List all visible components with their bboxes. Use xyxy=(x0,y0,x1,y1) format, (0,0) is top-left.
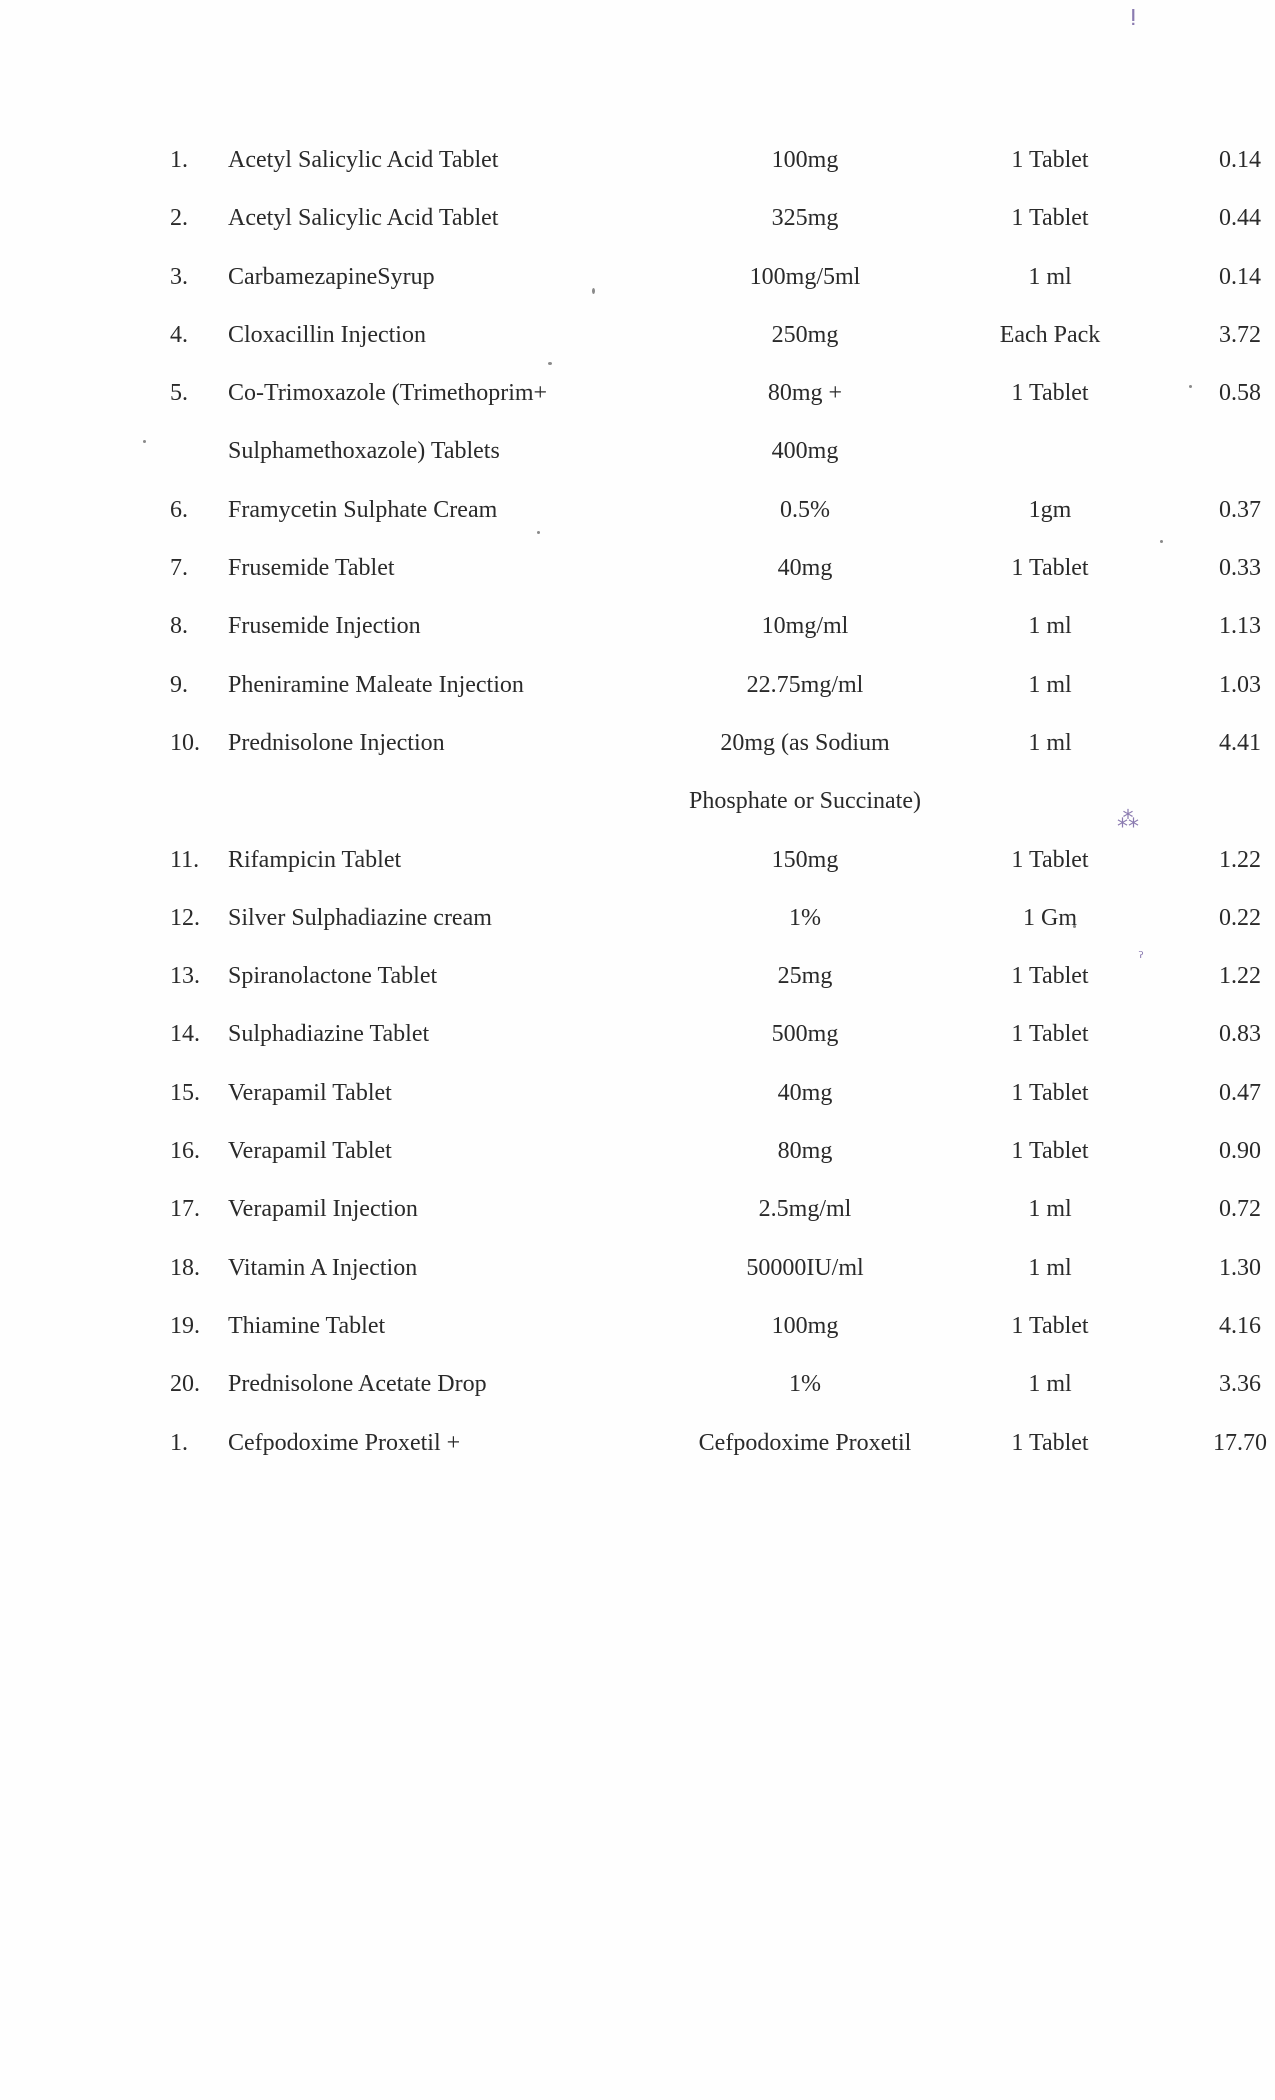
unit-price: 1.13 xyxy=(1219,613,1261,640)
unit-price: 1.22 xyxy=(1219,846,1261,873)
table-row xyxy=(170,1428,1267,1486)
pack-unit: 1 Tablet xyxy=(1011,555,1089,582)
drug-strength: Cefpodoxime Proxetil xyxy=(698,1429,912,1456)
drug-strength: 150mg xyxy=(771,846,839,873)
drug-name: Sulphamethoxazole) Tablets xyxy=(228,438,500,465)
table-row xyxy=(170,1311,1261,1369)
drug-name: Silver Sulphadiazine cream xyxy=(228,904,492,931)
ink-mark: ˀ xyxy=(1138,948,1144,967)
row-number: 16. xyxy=(170,1138,200,1165)
table-row xyxy=(170,1194,1261,1252)
drug-name: Prednisolone Acetate Drop xyxy=(228,1371,487,1398)
pack-unit: 1 Tablet xyxy=(1011,380,1089,407)
row-number: 4. xyxy=(170,321,188,348)
drug-strength: 500mg xyxy=(771,1021,839,1048)
row-number: 2. xyxy=(170,205,188,232)
scan-speck xyxy=(1160,540,1163,543)
table-row xyxy=(170,320,1261,378)
drug-name: Verapamil Tablet xyxy=(228,1079,392,1106)
table-row xyxy=(170,1253,1261,1311)
unit-price: 0.72 xyxy=(1219,1196,1261,1223)
unit-price: 1.03 xyxy=(1219,671,1261,698)
pack-unit: 1 Tablet xyxy=(1011,1312,1089,1339)
row-number: 17. xyxy=(170,1196,200,1223)
row-number: 6. xyxy=(170,496,188,523)
unit-price: 0.83 xyxy=(1219,1021,1261,1048)
unit-price: 0.14 xyxy=(1219,147,1261,173)
table-row xyxy=(170,1078,1261,1136)
drug-strength: 250mg xyxy=(771,321,839,348)
drug-name: Verapamil Injection xyxy=(228,1196,418,1223)
pack-unit: 1 Tablet xyxy=(1011,1429,1089,1456)
drug-name: Sulphadiazine Tablet xyxy=(228,1021,430,1048)
table-row xyxy=(170,436,1150,494)
pack-unit: 1 Tablet xyxy=(1011,1021,1089,1048)
drug-strength: 2.5mg/ml xyxy=(758,1196,852,1223)
drug-name: Framycetin Sulphate Cream xyxy=(228,496,498,523)
unit-price: 0.44 xyxy=(1219,205,1261,232)
drug-strength: 10mg/ml xyxy=(761,613,849,640)
row-number: 9. xyxy=(170,671,188,698)
drug-name: Pheniramine Maleate Injection xyxy=(228,671,524,698)
drug-strength: 100mg xyxy=(771,1312,839,1339)
drug-name: Frusemide Injection xyxy=(228,613,421,640)
table-row xyxy=(170,203,1261,261)
pack-unit: 1 ml xyxy=(1028,671,1072,698)
drug-strength: 100mg xyxy=(771,147,839,173)
unit-price: 4.16 xyxy=(1219,1312,1261,1339)
unit-price: 0.14 xyxy=(1219,263,1261,290)
pack-unit: 1 Tablet xyxy=(1011,147,1089,173)
table-row xyxy=(170,495,1261,553)
ink-mark: ⵑ xyxy=(1130,6,1137,31)
pack-unit: Each Pack xyxy=(999,321,1101,348)
unit-price: 4.41 xyxy=(1219,729,1261,756)
pack-unit: 1 ml xyxy=(1028,1196,1072,1223)
drug-strength: 40mg xyxy=(777,1079,833,1106)
unit-price: 0.90 xyxy=(1219,1138,1261,1165)
drug-strength: 20mg (as Sodium xyxy=(720,729,890,756)
unit-price: 3.72 xyxy=(1219,321,1261,348)
table-row xyxy=(170,1369,1261,1427)
drug-strength: 1% xyxy=(789,1371,821,1398)
drug-name: Verapamil Tablet xyxy=(228,1138,392,1165)
drug-strength: 100mg/5ml xyxy=(749,263,861,290)
pack-unit: 1 Tablet xyxy=(1011,1079,1089,1106)
drug-strength: 80mg + xyxy=(767,380,843,407)
row-number: 1. xyxy=(170,147,188,173)
drug-strength: Phosphate or Succinate) xyxy=(689,788,921,815)
unit-price: 0.33 xyxy=(1219,555,1261,582)
drug-strength: 80mg xyxy=(777,1138,833,1165)
ink-mark: ⁂ xyxy=(1117,808,1139,833)
drug-name: Acetyl Salicylic Acid Tablet xyxy=(228,205,499,232)
row-number: 20. xyxy=(170,1371,200,1398)
drug-name: Vitamin A Injection xyxy=(228,1254,418,1281)
row-number: 5. xyxy=(170,380,188,407)
pack-unit: 1 ml xyxy=(1028,729,1072,756)
drug-strength: 0.5% xyxy=(780,496,830,523)
table-row xyxy=(170,1136,1261,1194)
table-row xyxy=(170,903,1261,961)
row-number: 15. xyxy=(170,1079,200,1106)
row-number: 19. xyxy=(170,1312,200,1339)
drug-name: Frusemide Tablet xyxy=(228,555,395,582)
unit-price: 3.36 xyxy=(1219,1371,1261,1398)
pack-unit: 1 Tablet xyxy=(1011,205,1089,232)
row-number: 7. xyxy=(170,555,188,582)
row-number: 1. xyxy=(170,1429,188,1456)
unit-price: 0.22 xyxy=(1219,904,1261,931)
table-row xyxy=(170,1019,1261,1077)
pack-unit: 1 Gm xyxy=(1023,904,1077,931)
drug-name: Rifampicin Tablet xyxy=(228,846,402,873)
drug-price-table xyxy=(170,145,1267,1486)
pack-unit: 1 Tablet xyxy=(1011,846,1089,873)
pack-unit: 1 Tablet xyxy=(1011,1138,1089,1165)
drug-name: Spiranolactone Tablet xyxy=(228,963,438,990)
drug-name: Cloxacillin Injection xyxy=(228,321,426,348)
drug-strength: 22.75mg/ml xyxy=(746,671,864,698)
table-row xyxy=(170,611,1261,669)
unit-price: 0.47 xyxy=(1219,1079,1261,1106)
drug-strength: 50000IU/ml xyxy=(746,1254,864,1281)
table-row xyxy=(170,728,1261,786)
drug-name: Prednisolone Injection xyxy=(228,729,445,756)
row-number: 12. xyxy=(170,904,200,931)
unit-price: 0.58 xyxy=(1219,380,1261,407)
drug-strength: 1% xyxy=(789,904,821,931)
drug-strength: 25mg xyxy=(777,963,833,990)
pack-unit: 1 Tablet xyxy=(1011,963,1089,990)
unit-price: 1.30 xyxy=(1219,1254,1261,1281)
table-row xyxy=(170,553,1261,611)
unit-price: 17.70 xyxy=(1213,1429,1267,1456)
table-row xyxy=(170,670,1261,728)
pack-unit: 1 ml xyxy=(1028,263,1072,290)
table-row xyxy=(170,786,1150,844)
row-number: 3. xyxy=(170,263,188,290)
drug-strength: 40mg xyxy=(777,555,833,582)
drug-name: Cefpodoxime Proxetil + xyxy=(228,1429,461,1456)
unit-price: 0.37 xyxy=(1219,496,1261,523)
table-row xyxy=(170,262,1261,320)
pack-unit: 1gm xyxy=(1028,496,1072,523)
drug-name: Thiamine Tablet xyxy=(228,1312,386,1339)
drug-strength: 400mg xyxy=(771,438,839,465)
row-number: 14. xyxy=(170,1021,200,1048)
table-row xyxy=(170,845,1261,903)
pack-unit: 1 ml xyxy=(1028,613,1072,640)
scan-speck xyxy=(143,440,146,443)
unit-price: 1.22 xyxy=(1219,963,1261,990)
row-number: 11. xyxy=(170,846,200,873)
scan-speck xyxy=(1189,385,1192,388)
row-number: 13. xyxy=(170,963,200,990)
row-number: 10. xyxy=(170,729,200,756)
pack-unit: 1 ml xyxy=(1028,1254,1072,1281)
drug-strength: 325mg xyxy=(771,205,839,232)
drug-name: Co-Trimoxazole (Trimethoprim+ xyxy=(228,380,548,407)
table-row xyxy=(170,378,1261,436)
pack-unit: 1 ml xyxy=(1028,1371,1072,1398)
drug-name: CarbamezapineSyrup xyxy=(228,263,435,290)
table-row xyxy=(170,961,1261,1019)
row-number: 8. xyxy=(170,613,188,640)
table-row xyxy=(170,145,1261,203)
drug-name: Acetyl Salicylic Acid Tablet xyxy=(228,147,499,173)
row-number: 18. xyxy=(170,1254,200,1281)
